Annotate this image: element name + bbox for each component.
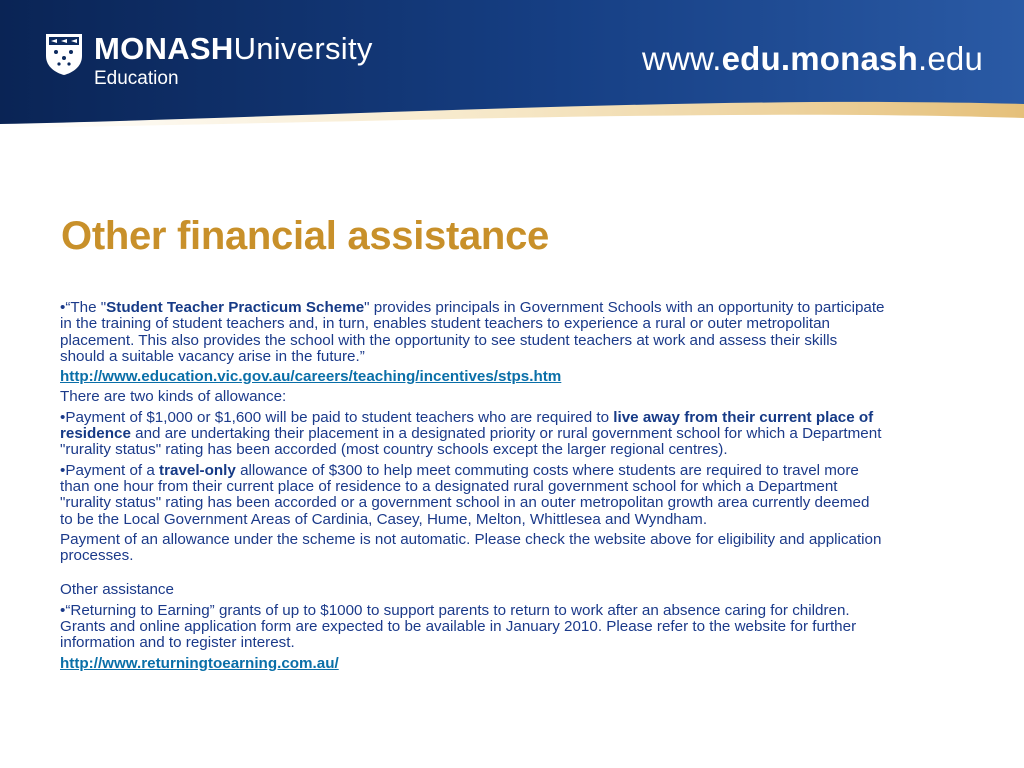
returning-to-earning-link[interactable]: http://www.returningtoearning.com.au/ (60, 654, 339, 672)
paragraph-travel-allowance (60, 463, 886, 528)
p1-text-c: " provides principals in Government Schools with an opportunity to participate in the training of student teachers and, in turn, enables student teachers to experience a rural or outer metropolitan placement. This also provides the school with the opportunity to see student teachers at work and assess their skills should a suitable vacancy arise in the future.” (60, 299, 885, 365)
site-url-bold: edu.monash (721, 40, 918, 77)
paragraph-not-automatic: Payment of an allowance under the scheme is not automatic. Please check the website above for eligibility and application processes. (60, 530, 882, 565)
site-url-prefix: www. (641, 40, 722, 77)
logo-faculty: Education (94, 68, 179, 89)
logo-wordmark (94, 31, 373, 67)
slide-body (60, 300, 886, 676)
header-banner (0, 0, 1024, 132)
p4-text-c: allowance of $300 to help meet commuting costs where students are required to travel more than one hour from their current place of residence to a designated rural government school for which a Department "rurality status" rating has been accorded or a government school in an outer metropolitan growth area currently deemed to be the Local Government Areas of Cardinia, Casey, Hume, Melton, Whittlesea and Wyndham. (60, 461, 870, 528)
p4-text-a: •Payment of a (60, 461, 160, 479)
p1-text-a: •“The " (60, 299, 107, 316)
p1-scheme-name: Student Teacher Practicum Scheme (106, 299, 365, 316)
logo-monash: MONASH (94, 31, 234, 66)
p3-live-away: live away from their current place of residence (60, 408, 874, 443)
paragraph-returning-to-earning: •“Returning to Earning” grants of up to $1000 to support parents to return to work after an absence caring for children. Grants and online application form are expected to be available in January 2010. Please refer to the website for further information and to register interest. (60, 601, 857, 652)
site-url[interactable] (642, 40, 983, 78)
logo-university: University (233, 31, 373, 66)
monash-crest-icon (44, 32, 84, 76)
paragraph-allowance-intro: There are two kinds of allowance: (60, 388, 287, 406)
paragraph-live-away-allowance (60, 410, 886, 459)
p3-text-c: and are undertaking their placement in a designated priority or rural government school for which a Department "rurality status" rating has been accorded (most country schools except the larger regional centres). (60, 425, 882, 459)
site-url-suffix: .edu (917, 40, 983, 77)
p3-text-a: •Payment of $1,000 or $1,600 will be paid to student teachers who are required to (60, 408, 614, 426)
paragraph-other-assistance: Other assistance (60, 581, 174, 599)
paragraph-link-stps (60, 369, 886, 385)
p4-travel-only: travel-only (159, 461, 236, 479)
paragraph-practicum-scheme (60, 300, 886, 365)
slide-title: Other financial assistance (61, 214, 549, 258)
stps-link[interactable]: http://www.education.vic.gov.au/careers/teaching/incentives/stps.htm (60, 368, 562, 386)
paragraph-link-returning (60, 656, 886, 672)
